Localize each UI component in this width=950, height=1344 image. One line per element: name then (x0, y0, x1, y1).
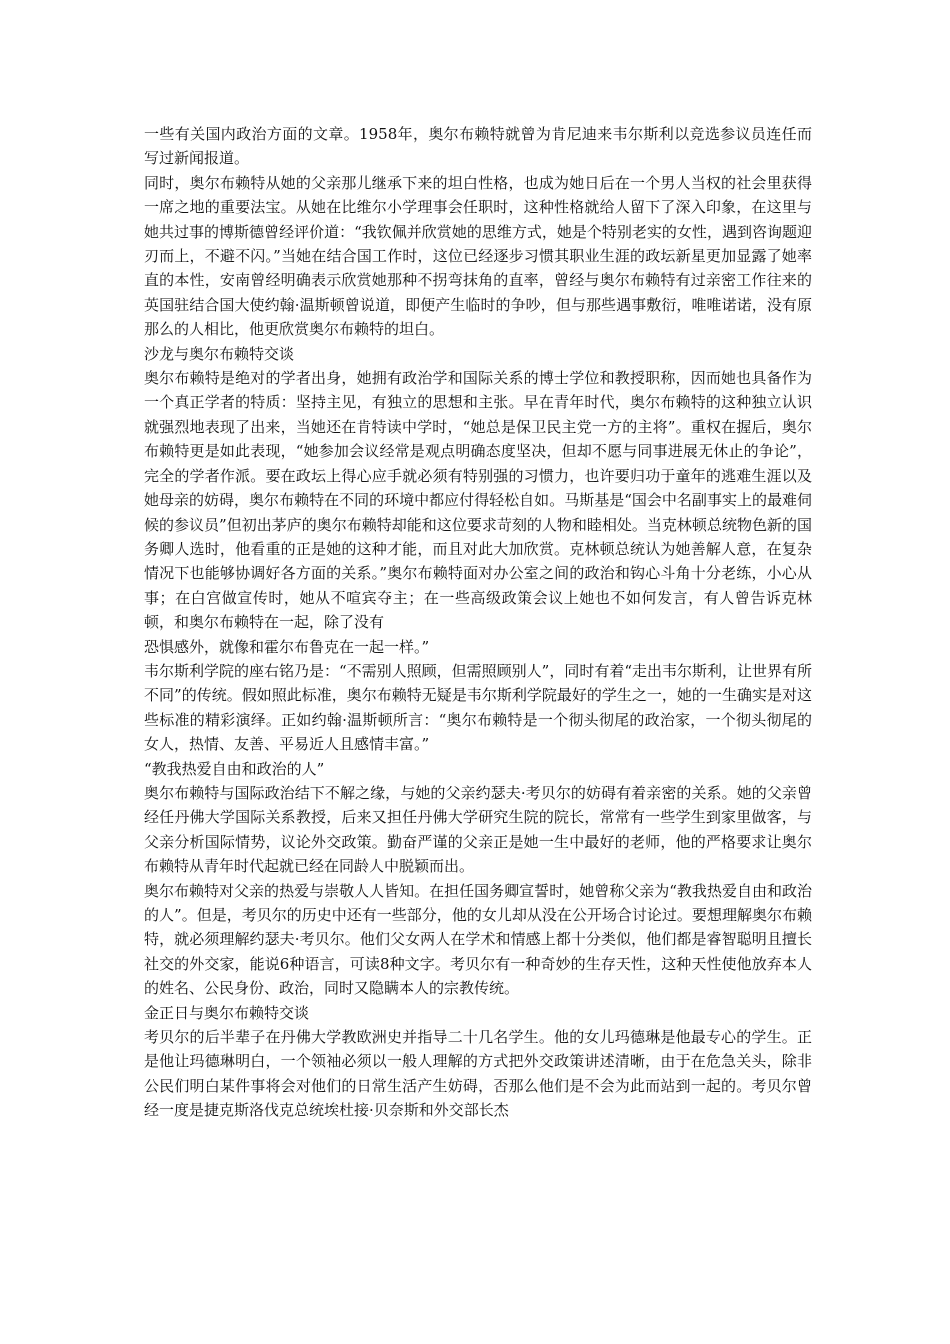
paragraph: 奥尔布赖特与国际政治结下不解之缘，与她的父亲约瑟夫·考贝尔的妨碍有着亲密的关系。她的父亲曾经任丹佛大学国际关系教授，后来又担任丹佛大学研究生院的院长，常常有一些学生到家里做客，与父亲分析国际情势，议论外交政策。勤奋严谨的父亲正是她一生中最好的老师，他的严格要求让奥尔布赖特从青年时代起就已经在同龄人中脱颖而出。 (144, 783, 812, 876)
document-body (144, 122, 812, 1123)
paragraph: 奥尔布赖特是绝对的学者出身，她拥有政治学和国际关系的博士学位和教授职称，因而她也具备作为一个真正学者的特质：坚持主见，有独立的思想和主张。早在青年时代，奥尔布赖特的这种独立认识就强烈地表现了出来，当她还在肯特读中学时，“她总是保卫民主党一方的主将”。重权在握后，奥尔布赖特更是如此表现，“她参加会议经常是观点明确态度坚决，但却不愿与同事进展无休止的争论”，完全的学者作派。要在政坛上得心应手就必须有特别强的习惯力，也许要归功于童年的逃难生涯以及她母亲的妨碍，奥尔布赖特在不同的环境中都应付得轻松自如。马斯基是“国会中名副事实上的最难伺候的参议员”但初出茅庐的奥尔布赖特却能和这位要求苛刻的人物和睦相处。当克林顿总统物色新的国务卿人选时，他看重的正是她的这种才能，而且对此大加欣赏。克林顿总统认为她善解人意，在复杂情况下也能够协调好各方面的关系。”奥尔布赖特面对办公室之间的政治和钩心斗角十分老练，小心从事；在白宫做宣传时，她从不喧宾夺主；在一些高级政策会议上她也不如何发言，有人曾告诉克林顿，和奥尔布赖特在一起，除了没有 (144, 369, 812, 632)
paragraph: 同时，奥尔布赖特从她的父亲那儿继承下来的坦白性格，也成为她日后在一个男人当权的社会里获得一席之地的重要法宝。从她在比维尔小学理事会任职时，这种性格就给人留下了深入印象，在这里与她共过事的博斯德曾经评价道：“我钦佩并欣赏她的思维方式，她是个特别老实的女性，遇到咨询题迎刃而上，不避不闪。”当她在结合国工作时，这位已经逐步习惯其职业生涯的政坛新星更加显露了她率直的本性，安南曾经明确表示欣赏她那种不拐弯抹角的直率，曾经与奥尔布赖特有过亲密工作往来的英国驻结合国大使约翰·温斯顿曾说道，即便产生临时的争吵，但与那些遇事敷衍，唯唯诺诺，没有原那么的人相比，他更欣赏奥尔布赖特的坦白。 (144, 173, 812, 339)
paragraph: 恐惧感外，就像和霍尔布鲁克在一起一样。” (144, 637, 430, 656)
paragraph: 奥尔布赖特对父亲的热爱与崇敬人人皆知。在担任国务卿宣誓时，她曾称父亲为“教我热爱自由和政治的人”。但是，考贝尔的历史中还有一些部分，他的女儿却从没在公开场合讨论过。要想理解奥尔布赖特，就必须理解约瑟夫·考贝尔。他们父女两人在学术和情感上都十分类似，他们都是睿智聪明且擅长社交的外交家，能说6种语言，可读8种文字。考贝尔有一种奇妙的生存天性，这种天性使他放弃本人的姓名、公民身份、政治，同时又隐瞒本人的宗教传统。 (144, 881, 812, 998)
paragraph: 考贝尔的后半辈子在丹佛大学教欧洲史并指导二十几名学生。他的女儿玛德琳是他最专心的学生。正是他让玛德琳明白，一个领袖必须以一般人理解的方式把外交政策讲述清晰，由于在危急关头，除非公民们明白某件事将会对他们的日常生活产生妨碍，否那么他们是不会为此而站到一起的。考贝尔曾经一度是捷克斯洛伐克总统埃杜接·贝奈斯和外交部长杰 (144, 1028, 812, 1120)
section-heading: 沙龙与奥尔布赖特交谈 (144, 344, 295, 363)
paragraph: 一些有关国内政治方面的文章。1958年，奥尔布赖特就曾为肯尼迪来韦尔斯利以竞选参议员连任而写过新闻报道。 (144, 125, 812, 168)
paragraph: 韦尔斯利学院的座右铭乃是：“不需别人照顾，但需照顾别人”，同时有着“走出韦尔斯利，让世界有所不同”的传统。假如照此标准，奥尔布赖特无疑是韦尔斯利学院最好的学生之一，她的一生确实是对这些标准的精彩演绎。正如约翰·温斯顿所言：“奥尔布赖特是一个彻头彻尾的政治家，一个彻头彻尾的女人，热情、友善、平易近人且感情丰富。” (144, 661, 813, 754)
section-heading: 金正日与奥尔布赖特交谈 (144, 1003, 310, 1022)
section-heading: “教我热爱自由和政治的人” (144, 759, 325, 778)
